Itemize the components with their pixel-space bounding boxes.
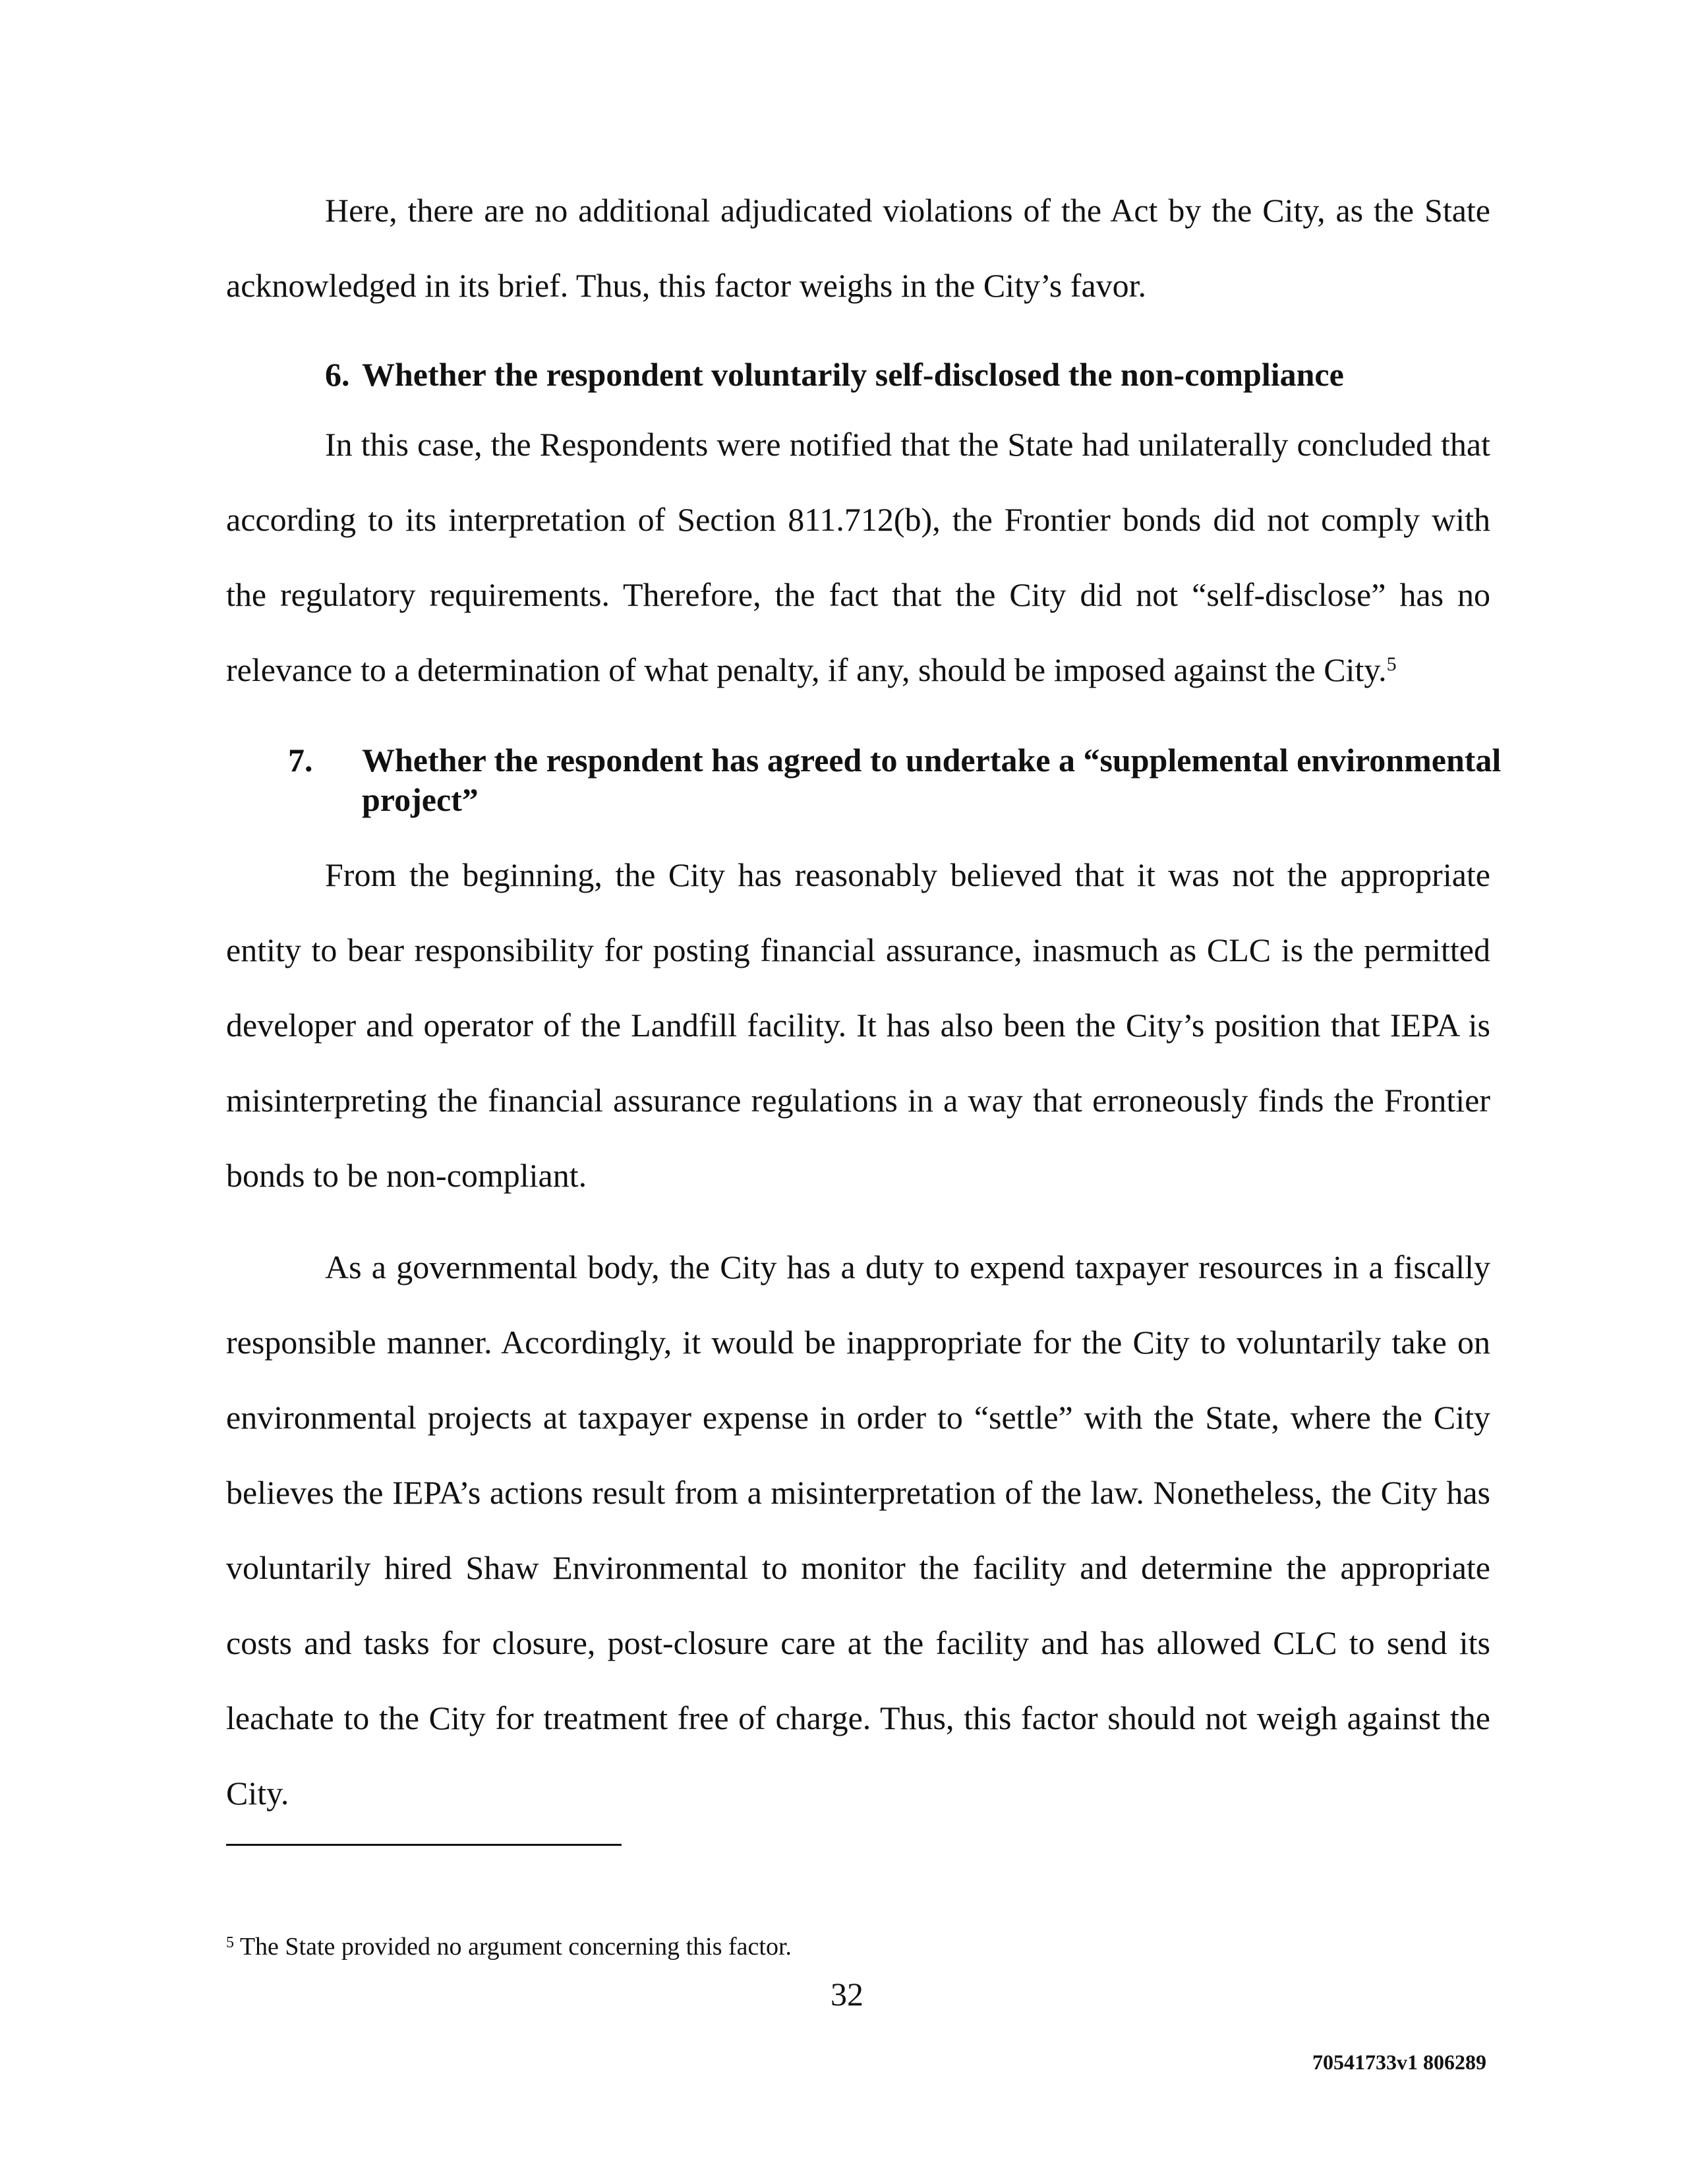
heading-factor-7 <box>288 740 1527 819</box>
heading-text: Whether the respondent voluntarily self-disclosed the non-compliance <box>362 356 1344 393</box>
paragraph-financial-assurance <box>226 837 1490 1213</box>
paragraph-self-disclosure <box>226 407 1490 707</box>
heading-text: Whether the respondent has agreed to undertake a “supplemental environmental project” <box>362 742 1502 818</box>
footnote-text: The State provided no argument concerning this factor. <box>239 1933 792 1961</box>
page-number: 32 <box>831 1976 863 2013</box>
paragraph-text: From the beginning, the City has reasonably believed that it was not the appropriate entity to bear responsibility for posting financial assurance, inasmuch as CLC is the permitted developer and operator of the Landfill facility. It has also been the City’s position that IEPA is misinterpreting the financial assurance regulations in a way that erroneously finds the Frontier bonds to be non-compliant. <box>226 856 1490 1194</box>
heading-number: 6. <box>325 356 350 393</box>
paragraph-text: Here, there are no additional adjudicated violations of the Act by the City, as the State acknowledged in its brief. Thus, this factor weighs in the City’s favor. <box>226 192 1490 304</box>
footnote-reference: 5 <box>1386 653 1397 675</box>
paragraph-text: As a governmental body, the City has a duty to expend taxpayer resources in a fiscally responsible manner. Accordingly, it would be inappropriate for the City to voluntarily take on environmental projects at taxpayer expense in order to “settle” with the State, where the City believes the IEPA’s actions result from a misinterpretation of the law. Nonetheless, the City has voluntarily hired Shaw Environmental to monitor the facility and determine the appropriate costs and tasks for closure, post-closure care at the facility and has allowed CLC to send its leachate to the City for treatment free of charge. Thus, this factor should not weigh against the City. <box>226 1249 1490 1812</box>
footnote <box>226 1932 792 1962</box>
paragraph-adjudicated-violations <box>226 173 1490 323</box>
document-id: 70541733v1 806289 <box>1312 2050 1486 2074</box>
paragraph-text: In this case, the Respondents were notified that the State had unilaterally concluded that according to its interpretation of Section 811.712(b), the Frontier bonds did not comply with the regulatory requirements. Therefore, the fact that the City did not “self-disclose” has no relevance to a determination of what penalty, if any, should be imposed against the City. <box>226 426 1490 688</box>
footnote-marker: 5 <box>226 1934 234 1951</box>
footnote-separator <box>226 1844 622 1846</box>
heading-factor-6 <box>325 355 1490 394</box>
heading-number: 7. <box>288 742 313 779</box>
paragraph-governmental-body <box>226 1229 1490 1831</box>
